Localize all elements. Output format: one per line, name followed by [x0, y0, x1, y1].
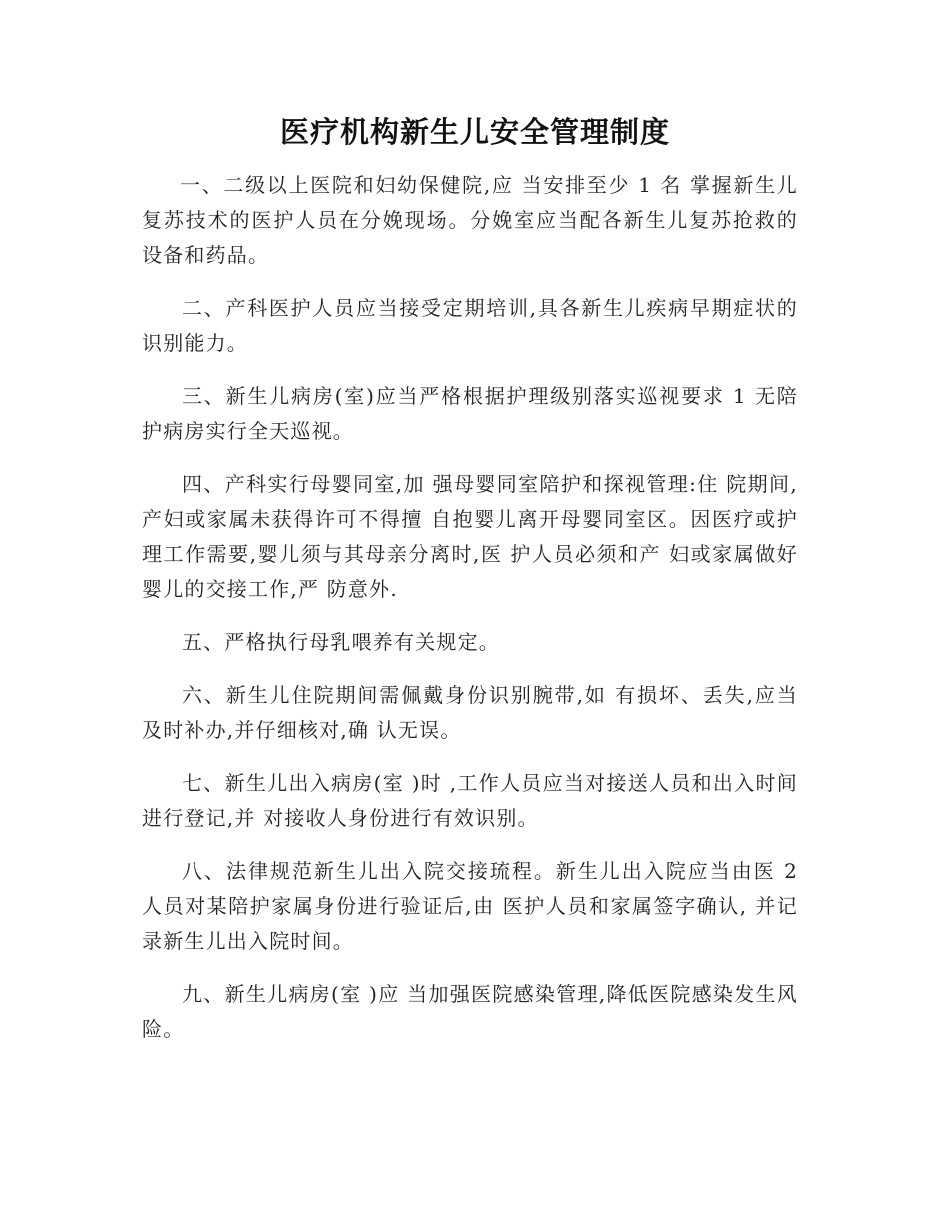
- paragraph-8: 八、法律规范新生儿出入院交接琉程。新生儿出入院应当由医 2 人员对某陪护家属身份进行验证后,由 医护人员和家属签字确认, 并记录新生儿出入院时间。: [142, 859, 798, 953]
- paragraph-2: 二、产科医护人员应当接受定期培训,具各新生儿疾病早期症状的识别能力。: [142, 296, 798, 355]
- paragraph-3: 三、新生儿病房(室)应当严格根据护理级别落实巡视要求 1 无陪护病房实行全天巡视。: [142, 384, 798, 443]
- paragraph-1: 一、二级以上医院和妇幼保健院,应 当安排至少 1 名 掌握新生儿复苏技术的医护人员在分娩现场。分娩室应当配各新生儿复苏抢救的设备和药品。: [142, 173, 798, 267]
- paragraph-5: 五、严格执行母乳喂养有关规定。: [182, 630, 500, 654]
- document-body: [142, 168, 798, 1065]
- paragraph-9: 九、新生儿病房(室 )应 当加强医院感染管理,降低医院感染发生风险。: [142, 982, 798, 1041]
- paragraph-4: 四、产科实行母婴同室,加 强母婴同室陪护和探视管理:住 院期间,产妇或家属未获得许可不得擅 自抱婴儿离开母婴同室区。因医疗或护理工作需要,婴儿须与其母亲分离时,医 护人员必须和产 妇或家属做好婴儿的交接工作,严 防意外.: [142, 472, 798, 601]
- document-title: 医疗机构新生儿安全管理制度: [279, 115, 670, 149]
- paragraph-6: 六、新生儿住院期间需佩戴身份识别腕带,如 有损坏、丢失,应当及时补办,并仔细核对,确 认无误。: [142, 683, 798, 742]
- paragraph-7: 七、新生儿出入病房(室 )时 ,工作人员应当对接送人员和出入时间进行登记,并 对接收人身份进行有效识别。: [142, 771, 798, 830]
